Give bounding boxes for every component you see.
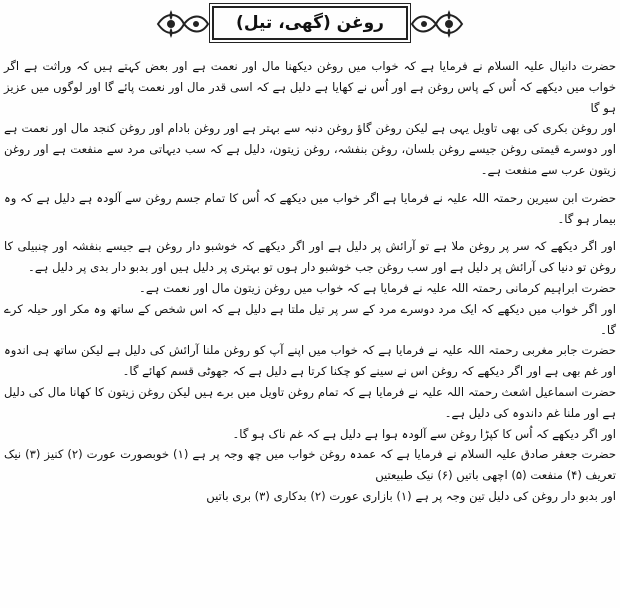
page-header: [0, 2, 620, 46]
paragraph-goat-oil: اور روغن بکری کی بھی تاویل یہی ہے لیکن روغن گاؤ روغن دنبہ سے بہتر ہے اور روغن بادام اور روغن کنجد مال اور نعمت ہے اور دوسرے قیمتی روغن جیسے روغن بلسان، روغن بنفشہ، روغن زیتون، دلیل ہے کہ سب دیہاتی مرد سے منفعت ہے اور روغن زیتون عرب سے منفعت ہے۔: [4, 121, 616, 177]
left-ornament-icon: [154, 6, 212, 42]
right-ornament-icon: [408, 6, 466, 42]
paragraph-bad-smell: اور بدبو دار روغن کی دلیل تین وجہ پر ہے (۱) بازاری عورت (۲) بدکاری (۳) بری باتیں: [206, 488, 616, 503]
paragraph-head-oil: اور اگر دیکھے کہ سر پر روغن ملا ہے تو آرائش پر دلیل ہے اور اگر دیکھے کہ خوشبو دار روغن ہے جیسے بنفشہ اور چنبیلی کا روغن تو دنیا کی آرائش پر دلیل ہے اور سب روغن جب خوشبو دار ہوں تو بہتری پر دلیل ہیں اور بدبو دار بدی پر دلیل ہے۔: [4, 239, 616, 275]
paragraph-cloth: اور اگر دیکھے کہ اُس کا کپڑا روغن سے آلودہ ہوا ہے دلیل ہے کہ غم ناک ہو گا۔: [232, 426, 616, 441]
paragraph-man-oil: اور اگر خواب میں دیکھے کہ ایک مرد دوسرے مرد کے سر پر تیل ملتا ہے دلیل ہے کہ اس شخص کے ساتھ وہ مکر اور حیلہ کرے گا۔: [4, 301, 616, 337]
paragraph-jabir-maghribi: حضرت جابر مغربی رحمتہ اللہ علیہ نے فرمایا ہے کہ خواب میں اپنے آپ کو روغن ملنا آرائش کی دلیل ہے لیکن ساتھ ہی اندوہ اور غم بھی ہے اور اگر دیکھے کہ روغن اس نے سینے کو چکنا کرتا ہے دلیل ہے کہ جھوٹی قسم کھائے گا۔: [4, 343, 616, 379]
paragraph-ismail-ashath: حضرت اسماعیل اشعث رحمتہ اللہ علیہ نے فرمایا ہے کہ تمام روغن تاویل میں برے ہیں لیکن روغن زیتون کا کھانا مال کی دلیل ہے اور ملنا غم داندوہ کی دلیل ہے۔: [4, 384, 616, 420]
article-body: [4, 56, 616, 606]
paragraph-daniyal: حضرت دانیال علیہ السلام نے فرمایا ہے کہ خواب میں روغن دیکھنا مال اور نعمت ہے اور بعض کہتے ہیں کہ وراثت ہے اگر خواب میں دیکھے کہ اُس کے پاس روغن ہے اور اُس نے کھایا ہے دلیل ہے کہ اسی قدر مال اور نعمت پائے گا اور لوگوں میں عزیز ہو گا: [4, 59, 616, 115]
paragraph-jafar-sadiq: حضرت جعفر صادق علیہ السلام نے فرمایا ہے کہ عمدہ روغن خواب میں چھ وجہ پر ہے (۱) خوبصورت عورت (۲) کنیز (۳) نیک تعریف (۴) منفعت (۵) اچھی باتیں (۶) نیک طبیعتیں: [4, 447, 616, 483]
paragraph-ibrahim-kirmani: حضرت ابراہیم کرمانی رحمتہ اللہ علیہ نے فرمایا ہے کہ خواب میں روغن زیتون مال اور نعمت ہے۔: [139, 280, 616, 295]
paragraph-ibn-sirin: حضرت ابن سیرین رحمتہ اللہ علیہ نے فرمایا ہے اگر خواب میں دیکھے کہ اُس کا تمام جسم روغن سے آلودہ ہے دلیل ہے کہ وہ بیمار ہو گا۔: [4, 190, 616, 226]
page-title: روغن (گھی، تیل): [212, 6, 408, 40]
